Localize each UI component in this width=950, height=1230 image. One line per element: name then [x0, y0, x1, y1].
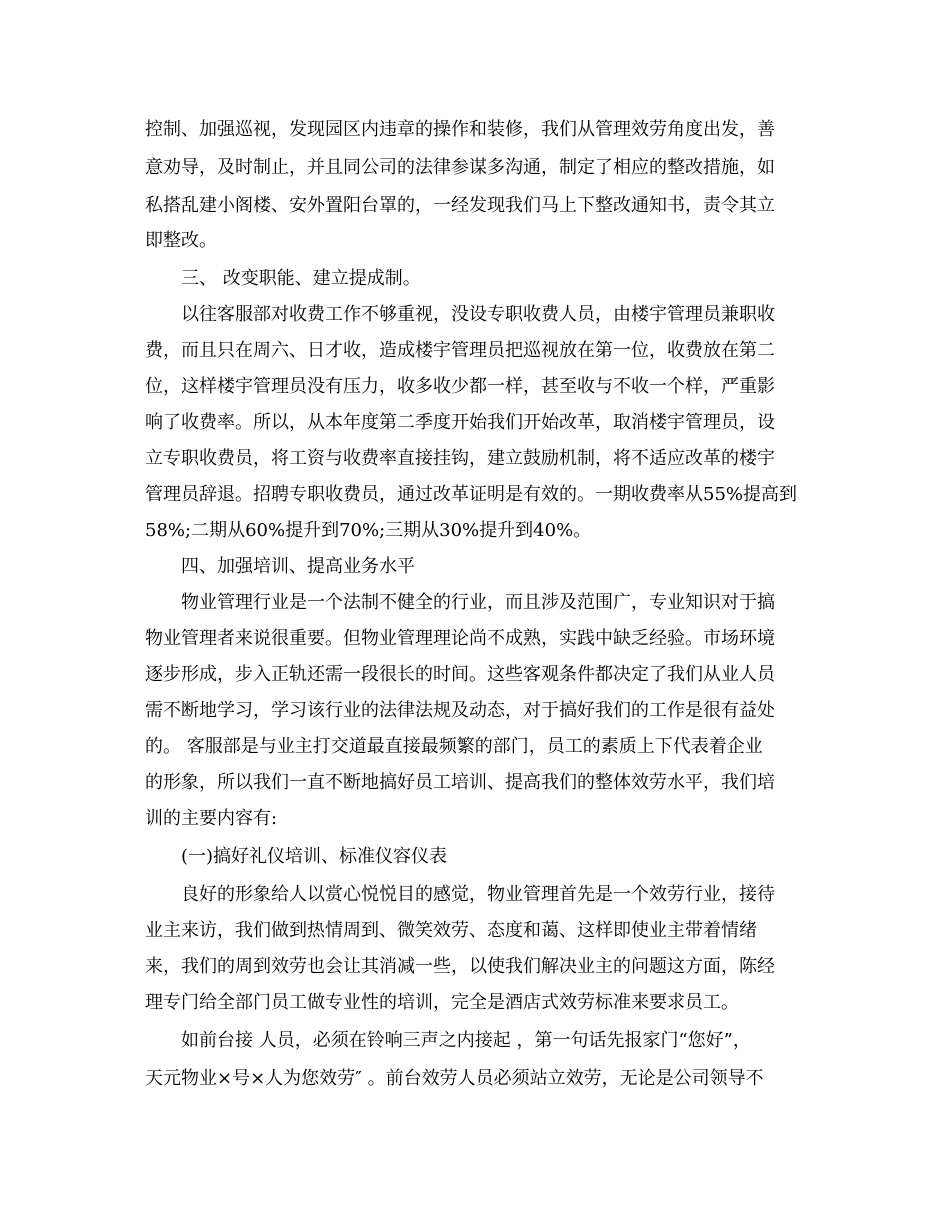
text-line: 响了收费率。所以，从本年度第二季度开始我们开始改革，取消楼宇管理员，设 [145, 412, 775, 433]
text-line: 的形象，所以我们一直不断地搞好员工培训、提高我们的整体效劳水平，我们培 [145, 772, 775, 793]
text-line: 天元物业×号×人为您效劳″ 。前台效劳人员必须站立效劳，无论是公司领导不 [145, 1068, 764, 1089]
section-heading: 三、 改变职能、建立提成制。 [181, 268, 421, 289]
text-line: 良好的形象给人以赏心悦悦目的感觉，物业管理首先是一个效劳行业，接待 [181, 884, 775, 905]
text-line: 业主来访，我们做到热情周到、微笑效劳、态度和蔼、这样即使业主带着情绪 [145, 920, 757, 941]
text-line: 来，我们的周到效劳也会让其消减一些，以使我们解决业主的问题这方面，陈经 [145, 956, 775, 977]
text-line: 管理员辞退。招聘专职收费员，通过改革证明是有效的。一期收费率从55%提高到 [145, 484, 798, 505]
text-line: 费，而且只在周六、日才收，造成楼宇管理员把巡视放在第一位，收费放在第二 [145, 340, 775, 361]
text-line: 训的主要内容有: [145, 808, 278, 829]
subsection-heading: (一)搞好礼仪培训、标准仪容仪表 [181, 846, 448, 867]
text-line: 控制、加强巡视，发现园区内违章的操作和装修，我们从管理效劳角度出发，善 [145, 119, 775, 140]
text-line: 58%;二期从60%提升到70%;三期从30%提升到40%。 [145, 520, 592, 541]
text-line: 物业管理行业是一个法制不健全的行业，而且涉及范围广，专业知识对于搞 [181, 592, 775, 613]
text-line: 位，这样楼宇管理员没有压力，收多收少都一样，甚至收与不收一个样，严重影 [145, 376, 775, 397]
text-line: 物业管理者来说很重要。但物业管理理论尚不成熟，实践中缺乏经验。市场环境 [145, 628, 775, 649]
text-line: 的。 客服部是与业主打交道最直接最频繁的部门，员工的素质上下代表着企业 [145, 736, 763, 757]
text-line: 如前台接 人员，必须在铃响三声之内接起 ，第一句话先报家门“您好”， [181, 1030, 751, 1051]
text-line: 意劝导，及时制止，并且同公司的法律参谋多沟通，制定了相应的整改措施，如 [145, 157, 775, 178]
text-line: 以往客服部对收费工作不够重视，没设专职收费人员，由楼宇管理员兼职收 [181, 304, 775, 325]
text-line: 逐步形成，步入正轨还需一段很长的时间。这些客观条件都决定了我们从业人员 [145, 664, 775, 685]
text-line: 即整改。 [145, 230, 217, 251]
section-heading: 四、加强培训、提高业务水平 [181, 556, 415, 577]
text-line: 理专门给全部门员工做专业性的培训，完全是酒店式效劳标准来要求员工。 [145, 992, 739, 1013]
text-line: 立专职收费员，将工资与收费率直接挂钩，建立鼓励机制，将不适应改革的楼宇 [145, 448, 775, 469]
text-line: 私搭乱建小阁楼、安外置阳台罩的，一经发现我们马上下整改通知书，责令其立 [145, 195, 775, 216]
text-line: 需不断地学习，学习该行业的法律法规及动态，对于搞好我们的工作是很有益处 [145, 700, 775, 721]
